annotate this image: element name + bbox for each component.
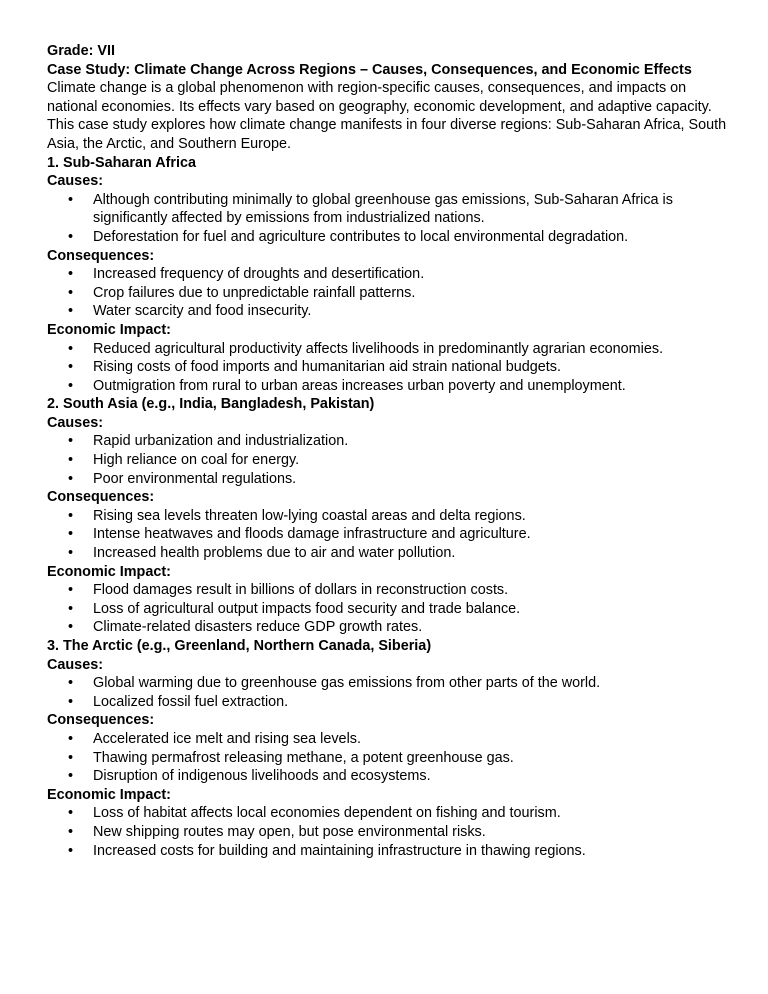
- list-item: • Increased health problems due to air and water pollution.: [47, 544, 737, 563]
- section-sub-saharan-africa: [47, 154, 737, 396]
- economic-impact-list: [47, 340, 737, 396]
- list-item: • Rapid urbanization and industrialization.: [47, 432, 737, 451]
- list-item: • Disruption of indigenous livelihoods and ecosystems.: [47, 767, 737, 786]
- economic-impact-list: [47, 581, 737, 637]
- list-item: • Deforestation for fuel and agriculture contributes to local environmental degradation.: [47, 228, 737, 247]
- list-item: • Water scarcity and food insecurity.: [47, 302, 737, 321]
- causes-list: [47, 432, 737, 488]
- intro-paragraph: Climate change is a global phenomenon with region-specific causes, consequences, and impacts on national economies. Its effects vary based on geography, economic development, and adaptive capacity. This case study explores how climate change manifests in four diverse regions: Sub-Saharan Africa, South Asia, the Arctic, and Southern Europe.: [47, 80, 727, 152]
- list-item: • Although contributing minimally to global greenhouse gas emissions, Sub-Saharan Africa is significantly affected by emissions from industrialized nations.: [47, 191, 737, 228]
- consequences-label: Consequences:: [47, 712, 155, 729]
- list-item: • Intense heatwaves and floods damage infrastructure and agriculture.: [47, 525, 737, 544]
- document-page: [47, 42, 737, 860]
- causes-list: [47, 191, 737, 247]
- list-item: • Increased frequency of droughts and desertification.: [47, 265, 737, 284]
- section-south-asia: [47, 395, 737, 637]
- grade-label: Grade: VII: [47, 43, 115, 59]
- economic-impact-label: Economic Impact:: [47, 563, 171, 580]
- list-item: • Loss of habitat affects local economies dependent on fishing and tourism.: [47, 804, 737, 823]
- list-item: • Rising sea levels threaten low-lying coastal areas and delta regions.: [47, 507, 737, 526]
- consequences-list: [47, 730, 737, 786]
- causes-label: Causes:: [47, 414, 103, 431]
- consequences-list: [47, 265, 737, 321]
- section-heading: 1. Sub-Saharan Africa: [47, 154, 197, 171]
- causes-list: [47, 674, 737, 711]
- consequences-list: [47, 507, 737, 563]
- consequences-label: Consequences:: [47, 489, 155, 506]
- list-item: • Climate-related disasters reduce GDP growth rates.: [47, 618, 737, 637]
- section-arctic: [47, 637, 737, 860]
- list-item: • New shipping routes may open, but pose environmental risks.: [47, 823, 737, 842]
- economic-impact-label: Economic Impact:: [47, 786, 171, 803]
- list-item: • Loss of agricultural output impacts food security and trade balance.: [47, 600, 737, 619]
- list-item: • Thawing permafrost releasing methane, a potent greenhouse gas.: [47, 749, 737, 768]
- list-item: • Outmigration from rural to urban areas increases urban poverty and unemployment.: [47, 377, 737, 396]
- list-item: • Reduced agricultural productivity affects livelihoods in predominantly agrarian economies.: [47, 340, 737, 359]
- section-heading: 3. The Arctic (e.g., Greenland, Northern Canada, Siberia): [47, 638, 432, 654]
- list-item: • Flood damages result in billions of dollars in reconstruction costs.: [47, 581, 737, 600]
- causes-label: Causes:: [47, 173, 103, 190]
- consequences-label: Consequences:: [47, 247, 155, 264]
- list-item: • Crop failures due to unpredictable rainfall patterns.: [47, 284, 737, 303]
- economic-impact-label: Economic Impact:: [47, 321, 171, 338]
- list-item: • Global warming due to greenhouse gas emissions from other parts of the world.: [47, 674, 737, 693]
- list-item: • Accelerated ice melt and rising sea levels.: [47, 730, 737, 749]
- section-heading: 2. South Asia (e.g., India, Bangladesh, Pakistan): [47, 396, 375, 413]
- case-study-title: Case Study: Climate Change Across Regions – Causes, Consequences, and Economic Effects: [47, 61, 692, 78]
- list-item: • Rising costs of food imports and humanitarian aid strain national budgets.: [47, 358, 737, 377]
- causes-label: Causes:: [47, 656, 103, 673]
- list-item: • Poor environmental regulations.: [47, 470, 737, 489]
- list-item: • Increased costs for building and maintaining infrastructure in thawing regions.: [47, 842, 737, 861]
- list-item: • High reliance on coal for energy.: [47, 451, 737, 470]
- list-item: • Localized fossil fuel extraction.: [47, 693, 737, 712]
- economic-impact-list: [47, 804, 737, 860]
